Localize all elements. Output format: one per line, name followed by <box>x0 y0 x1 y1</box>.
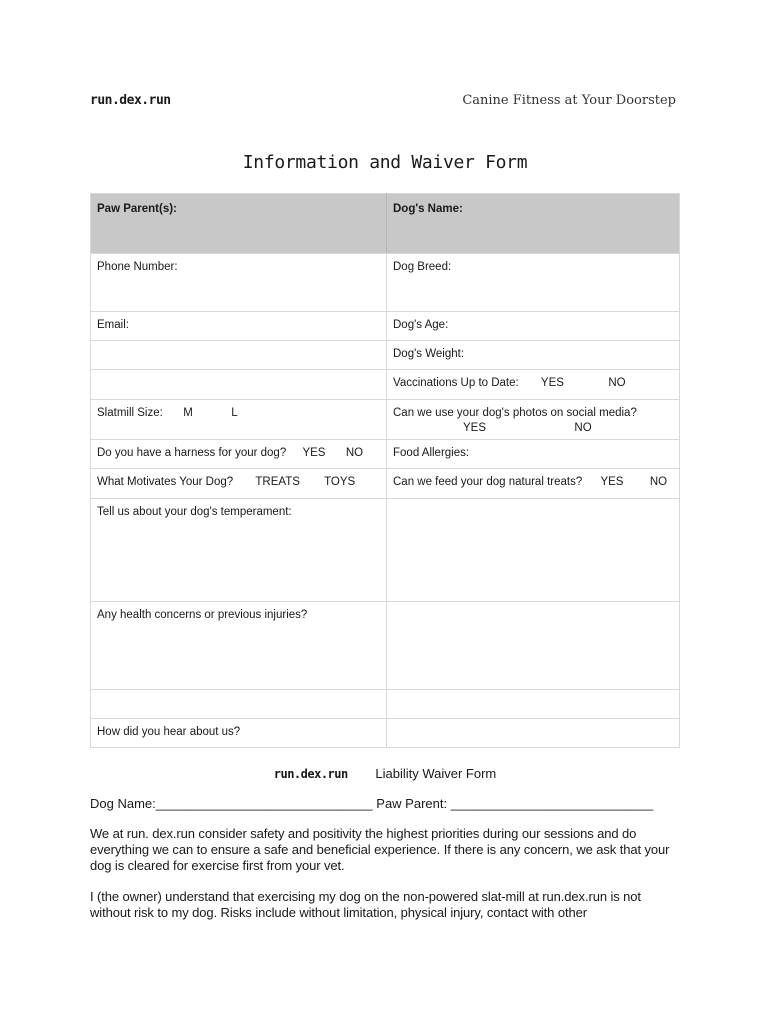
photos-question-label: Can we use your dog's photos on social media? <box>393 407 637 419</box>
table-row <box>91 469 680 499</box>
blank-field[interactable] <box>387 690 680 719</box>
table-row <box>91 400 680 440</box>
waiver-dog-name-label: Dog Name: <box>90 796 156 811</box>
waiver-paw-parent-blank[interactable]: ____________________________ <box>450 796 654 811</box>
table-row <box>91 719 680 748</box>
dogs-name-label: Dog's Name: <box>393 203 463 215</box>
phone-field[interactable] <box>91 254 387 312</box>
waiver-paw-parent-label: Paw Parent: <box>376 796 448 811</box>
table-row <box>91 341 680 370</box>
phone-label: Phone Number: <box>97 261 178 273</box>
dogs-weight-field[interactable] <box>387 341 680 370</box>
email-continuation-field[interactable] <box>91 341 387 370</box>
blank-field[interactable] <box>91 690 387 719</box>
photos-no-option[interactable]: NO <box>574 422 592 434</box>
vaccinations-yes-option[interactable]: YES <box>540 377 564 389</box>
table-row <box>91 499 680 602</box>
dogs-weight-label: Dog's Weight: <box>393 348 465 360</box>
natural-treats-label: Can we feed your dog natural treats? <box>393 476 583 488</box>
natural-treats-no-option[interactable]: NO <box>649 476 668 488</box>
dogs-age-label: Dog's Age: <box>393 319 449 331</box>
table-row <box>91 254 680 312</box>
health-answer-field[interactable] <box>387 602 680 690</box>
dog-breed-field[interactable] <box>387 254 680 312</box>
waiver-dog-name-blank[interactable]: ______________________________ <box>155 796 373 811</box>
motivates-toys-option[interactable]: TOYS <box>324 476 356 488</box>
waiver-brand: run.dex.run <box>273 767 348 781</box>
waiver-paragraph-2: I (the owner) understand that exercising my dog on the non-powered slat-mill at run.dex.run is not without risk to my dog. Risks include without limitation, physical injury, contact with other <box>90 889 641 920</box>
photos-yes-option[interactable]: YES <box>463 422 487 434</box>
table-row <box>91 370 680 400</box>
natural-treats-yes-option[interactable]: YES <box>600 476 624 488</box>
table-row <box>91 602 680 690</box>
vaccinations-no-option[interactable]: NO <box>608 377 626 389</box>
motivates-label: What Motivates Your Dog? <box>97 476 234 488</box>
paw-parents-field[interactable] <box>91 194 387 254</box>
size-l-option[interactable]: L <box>231 407 238 419</box>
dogs-name-field[interactable] <box>387 194 680 254</box>
table-row <box>91 194 680 254</box>
slatmill-size-label: Slatmill Size: <box>97 407 163 419</box>
health-concerns-field[interactable] <box>91 602 387 690</box>
vaccinations-field[interactable] <box>387 370 680 400</box>
vaccinations-label: Vaccinations Up to Date: <box>393 377 519 389</box>
harness-field[interactable] <box>91 440 387 469</box>
hear-about-label: How did you hear about us? <box>97 726 241 738</box>
waiver-heading <box>0 766 770 781</box>
temperament-field[interactable] <box>91 499 387 602</box>
blank-field[interactable] <box>91 370 387 400</box>
table-row <box>91 440 680 469</box>
harness-question-label: Do you have a harness for your dog? <box>97 447 287 459</box>
harness-no-option[interactable]: NO <box>345 447 364 459</box>
motivates-treats-option[interactable]: TREATS <box>255 476 300 488</box>
dogs-age-field[interactable] <box>387 312 680 341</box>
temperament-label: Tell us about your dog's temperament: <box>97 506 292 518</box>
waiver-name-line <box>90 796 690 811</box>
dog-breed-label: Dog Breed: <box>393 261 452 273</box>
slatmill-size-field[interactable] <box>91 400 387 440</box>
waiver-paragraph-1: We at run. dex.run consider safety and positivity the highest priorities during our sessions and do everything we can to ensure a safe and beneficial experience. If there is any concern, we ask that your dog is cleared for exercise first from your vet. <box>90 826 670 873</box>
size-m-option[interactable]: M <box>183 407 193 419</box>
waiver-title: Liability Waiver Form <box>375 766 497 781</box>
paw-parents-label: Paw Parent(s): <box>97 203 177 215</box>
health-concerns-label: Any health concerns or previous injuries? <box>97 609 308 621</box>
social-media-photos-field[interactable] <box>387 400 680 440</box>
table-row <box>91 312 680 341</box>
temperament-answer-field[interactable] <box>387 499 680 602</box>
email-field[interactable] <box>91 312 387 341</box>
motivates-field[interactable] <box>91 469 387 499</box>
natural-treats-field[interactable] <box>387 469 680 499</box>
harness-yes-option[interactable]: YES <box>302 447 326 459</box>
hear-about-answer-field[interactable] <box>387 719 680 748</box>
form-title: Information and Waiver Form <box>242 152 528 173</box>
hear-about-field[interactable] <box>91 719 387 748</box>
table-row <box>91 690 680 719</box>
food-allergies-label: Food Allergies: <box>393 447 470 459</box>
information-form-table <box>90 193 680 748</box>
food-allergies-field[interactable] <box>387 440 680 469</box>
tagline: Canine Fitness at Your Doorstep <box>462 93 676 108</box>
brand-logo: run.dex.run <box>90 93 171 108</box>
email-label: Email: <box>97 319 129 331</box>
